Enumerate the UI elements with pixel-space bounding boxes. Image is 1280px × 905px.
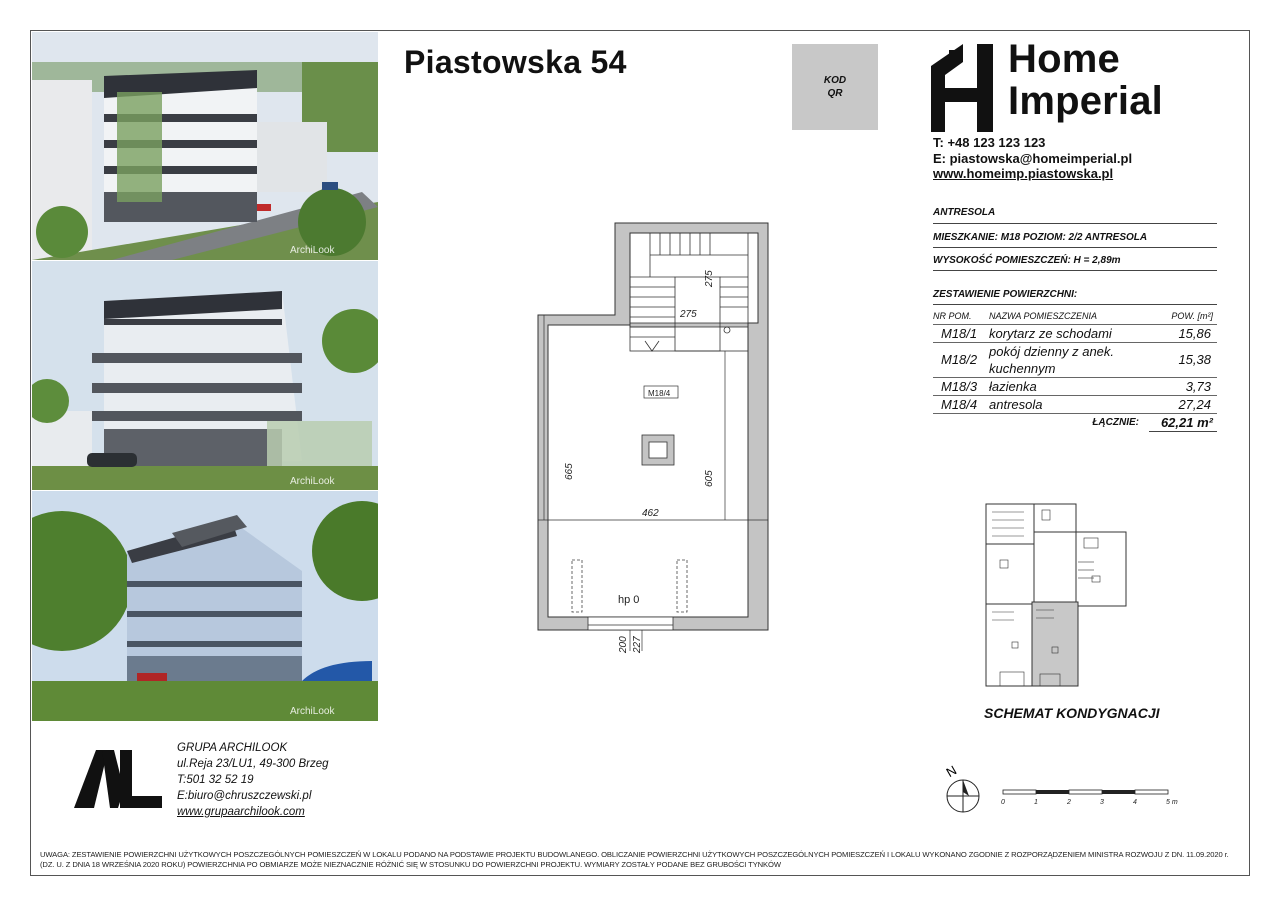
window-opening bbox=[588, 617, 673, 630]
dim-right: 605 bbox=[704, 470, 715, 487]
scale-label: 2 bbox=[1067, 799, 1071, 806]
qr-code-placeholder bbox=[792, 44, 878, 130]
room-nr: M18/2 bbox=[933, 343, 989, 378]
qr-label-1: KOD bbox=[823, 75, 847, 86]
room-name: antresola bbox=[989, 396, 1149, 414]
floor-schema-label: SCHEMAT KONDYGNACJI bbox=[984, 705, 1160, 721]
rendering-photo-3 bbox=[32, 491, 378, 721]
col-header-name: NAZWA POMIESZCZENIA bbox=[989, 311, 1098, 321]
room-area: 27,24 bbox=[1149, 396, 1217, 414]
home-imperial-logo-icon bbox=[931, 44, 995, 132]
room-name: pokój dzienny z anek. kuchennym bbox=[989, 343, 1149, 378]
scale-label: 0 bbox=[1001, 799, 1005, 806]
table-total-row bbox=[933, 414, 1217, 432]
compass-and-scale bbox=[935, 760, 1185, 820]
contact-phone: T: +48 123 123 123 bbox=[933, 135, 1046, 150]
disclaimer-line-2: (DZ. U. Z DNIA 18 WRZEŚNIA 2020 ROKU) POWIERZCHNIA PO OBMIARZE MOŻE NIEZNACZNIE RÓŻNIĆ SIĘ W STOSUNKU DO POWIERZCHNI PROJEKTU. WYMIARY ZOSTAŁY PODANE BEZ GRUBOŚCI TYNKÓW bbox=[40, 860, 781, 869]
compass-icon bbox=[944, 762, 979, 812]
scale-label: 5 m bbox=[1166, 799, 1178, 806]
dim-bottom-a: 200 bbox=[618, 636, 629, 653]
photo-watermark: ArchiLook bbox=[290, 706, 335, 717]
architect-name: GRUPA ARCHILOOK bbox=[177, 742, 288, 754]
room-nr: M18/3 bbox=[933, 378, 989, 396]
level-label: ANTRESOLA bbox=[933, 207, 996, 218]
brand-line-1: Home bbox=[1008, 37, 1120, 81]
divider bbox=[933, 270, 1217, 271]
apartment-label: MIESZKANIE: M18 POZIOM: 2/2 ANTRESOLA bbox=[933, 232, 1148, 243]
room-name: korytarz ze schodami bbox=[989, 325, 1149, 343]
contact-website-link[interactable]: www.homeimp.piastowska.pl bbox=[933, 166, 1114, 181]
disclaimer-line-1: UWAGA: ZESTAWIENIE POWIERZCHNI UŻYTKOWYCH POSZCZEGÓLNYCH POMIESZCZEŃ W LOKALU PODANO NA PODSTAWIE PROJEKTU BUDOWLANEGO. OBLICZANIE POWIERZCHNI UŻYTKOWYCH POSZCZEGÓLNYCH POMIESZCZEŃ I LOKALU WYKONANO ZGODNIE Z ROZPORZĄDZENIEM MINISTRA ROZWOJU Z DN. 11.09.2020 r. bbox=[40, 850, 1229, 859]
floor-schema-diagram bbox=[984, 502, 1134, 692]
opening-label: hp 0 bbox=[618, 594, 640, 606]
summary-title: ZESTAWIENIE POWIERZCHNI: bbox=[933, 289, 1078, 300]
qr-label-2: QR bbox=[827, 88, 843, 99]
contact-email[interactable]: E: piastowska@homeimperial.pl bbox=[933, 151, 1133, 166]
total-label: ŁĄCZNIE: bbox=[989, 414, 1149, 432]
photo-watermark: ArchiLook bbox=[290, 476, 335, 487]
room-height-label: WYSOKOŚĆ POMIESZCZEŃ: H = 2,89m bbox=[933, 255, 1121, 266]
scale-label: 4 bbox=[1133, 799, 1137, 806]
room-area: 15,38 bbox=[1149, 343, 1217, 378]
room-name: łazienka bbox=[989, 378, 1149, 396]
table-row bbox=[933, 378, 1217, 396]
divider bbox=[933, 247, 1217, 248]
divider bbox=[933, 223, 1217, 224]
table-row bbox=[933, 396, 1217, 414]
north-label: N bbox=[943, 762, 960, 781]
rooms-table bbox=[933, 308, 1217, 432]
archilook-logo-icon bbox=[74, 748, 164, 810]
col-header-area: POW. [m²] bbox=[1171, 311, 1213, 321]
architect-website-link[interactable]: www.grupaarchilook.com bbox=[177, 806, 305, 818]
dim-width: 462 bbox=[642, 508, 659, 519]
dim-stair-height: 275 bbox=[704, 270, 715, 287]
table-row bbox=[933, 343, 1217, 378]
architect-address: ul.Reja 23/LU1, 49-300 Brzeg bbox=[177, 758, 329, 770]
floor-plan bbox=[530, 215, 780, 655]
architect-info bbox=[177, 740, 329, 820]
room-tag: M18/4 bbox=[648, 389, 671, 398]
divider bbox=[933, 304, 1217, 305]
dim-left: 665 bbox=[564, 463, 575, 480]
total-value: 62,21 m² bbox=[1149, 414, 1217, 432]
rendering-photo-1 bbox=[32, 32, 378, 260]
architect-email[interactable]: E:biuro@chruszczewski.pl bbox=[177, 790, 312, 802]
scale-bar bbox=[1003, 790, 1168, 794]
room-area: 3,73 bbox=[1149, 378, 1217, 396]
room-area: 15,86 bbox=[1149, 325, 1217, 343]
dim-bottom-b: 227 bbox=[632, 636, 643, 653]
dim-stair-width: 275 bbox=[680, 309, 697, 320]
rendering-photo-2 bbox=[32, 261, 378, 490]
brand-line-2: Imperial bbox=[1008, 79, 1163, 123]
architect-phone: T:501 32 52 19 bbox=[177, 774, 254, 786]
scale-label: 1 bbox=[1034, 799, 1038, 806]
room-nr: M18/1 bbox=[933, 325, 989, 343]
table-row bbox=[933, 325, 1217, 343]
photo-watermark: ArchiLook bbox=[290, 245, 335, 256]
room-nr: M18/4 bbox=[933, 396, 989, 414]
scale-label: 3 bbox=[1100, 799, 1104, 806]
disclaimer-note bbox=[40, 850, 1240, 870]
col-header-nr: NR POM. bbox=[933, 311, 972, 321]
brand-name bbox=[1008, 38, 1163, 122]
page-title: Piastowska 54 bbox=[404, 44, 627, 80]
table-header-row bbox=[933, 308, 1217, 325]
